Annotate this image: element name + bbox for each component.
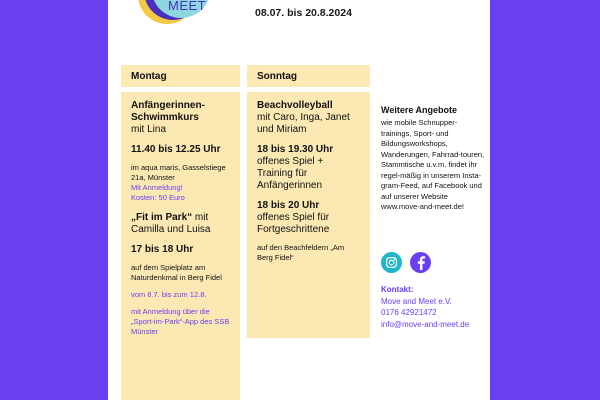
fit-im-park-title: „Fit im Park“ <box>131 212 193 223</box>
monday-column <box>121 92 240 400</box>
fit-im-park-location: auf dem Spielplatz am Naturdenkmal in Berg Fidel <box>131 263 222 282</box>
contact-org: Move and Meet e.V. <box>381 296 452 306</box>
contact-email[interactable]: info@move-and-meet.de <box>381 319 470 329</box>
further-offers <box>381 105 487 213</box>
beachvolleyball-desc-2: offenes Spiel für Fortgeschrittene <box>257 212 330 235</box>
beachvolleyball-title: Beachvolleyball <box>257 100 333 111</box>
date-range: 08.07. bis 20.8.2024 <box>255 7 352 19</box>
contact-block <box>381 284 487 330</box>
monday-heading <box>121 65 240 87</box>
fit-im-park-trainers: mit Camilla und Luisa <box>131 212 211 235</box>
fit-im-park-time: 17 bis 18 Uhr <box>131 244 194 255</box>
instagram-glyph <box>385 256 398 269</box>
sunday-column <box>247 92 370 338</box>
beachvolleyball-location: auf den Beachfeldern „Am Berg Fidel“ <box>257 243 345 262</box>
flyer-page <box>108 0 490 400</box>
instagram-icon[interactable] <box>381 252 402 273</box>
sunday-heading <box>247 65 370 87</box>
swim-course-trainer: mit Lina <box>131 124 167 135</box>
swim-course-location: im aqua maris, Gasselstiege 21a, Münster <box>131 163 226 182</box>
move-and-meet-logo <box>138 0 212 24</box>
swim-course-title: Anfängerinnen-Schwimmkurs <box>131 100 205 123</box>
beachvolleyball-time-1: 18 bis 19.30 Uhr <box>257 144 334 155</box>
contact-label: Kontakt: <box>381 285 414 294</box>
contact-phone[interactable]: 0176 42921472 <box>381 308 437 317</box>
swim-course-time: 11.40 bis 12.25 Uhr <box>131 144 221 155</box>
beachvolleyball-time-2: 18 bis 20 Uhr <box>257 200 320 211</box>
swim-course-cost: Kosten: 50 Euro <box>131 193 185 202</box>
further-offers-text: wie mobile Schnupper-trainings, Sport- und Bildungsworkshops, Wanderungen, Fahrrad-touren, Stammtische u.v.m. findet ihr regel-mäßig in unserem Insta-gram-Feed, auf Facebook und auf unserer Website www.move-and-meet.de! <box>381 118 485 211</box>
further-offers-title: Weitere Angebote <box>381 105 458 115</box>
sunday-heading-text: Sonntag <box>257 71 297 82</box>
beachvolleyball-desc-1: offenes Spiel + Training für Anfängerinnen <box>257 156 324 191</box>
facebook-glyph <box>415 256 427 270</box>
social-icons <box>381 252 431 273</box>
beachvolleyball-trainers: mit Caro, Inga, Janet und Miriam <box>257 112 350 135</box>
fit-im-park-registration: mit Anmeldung über die „Sport-im-Park“-App des SSB Münster <box>131 307 230 336</box>
swim-course-note: Mit Anmeldung! <box>131 183 183 192</box>
facebook-icon[interactable] <box>410 252 431 273</box>
monday-heading-text: Montag <box>131 71 167 82</box>
fit-im-park-period: vom 8.7. bis zum 12.8. <box>131 290 207 299</box>
logo-text: MEET <box>168 0 207 13</box>
